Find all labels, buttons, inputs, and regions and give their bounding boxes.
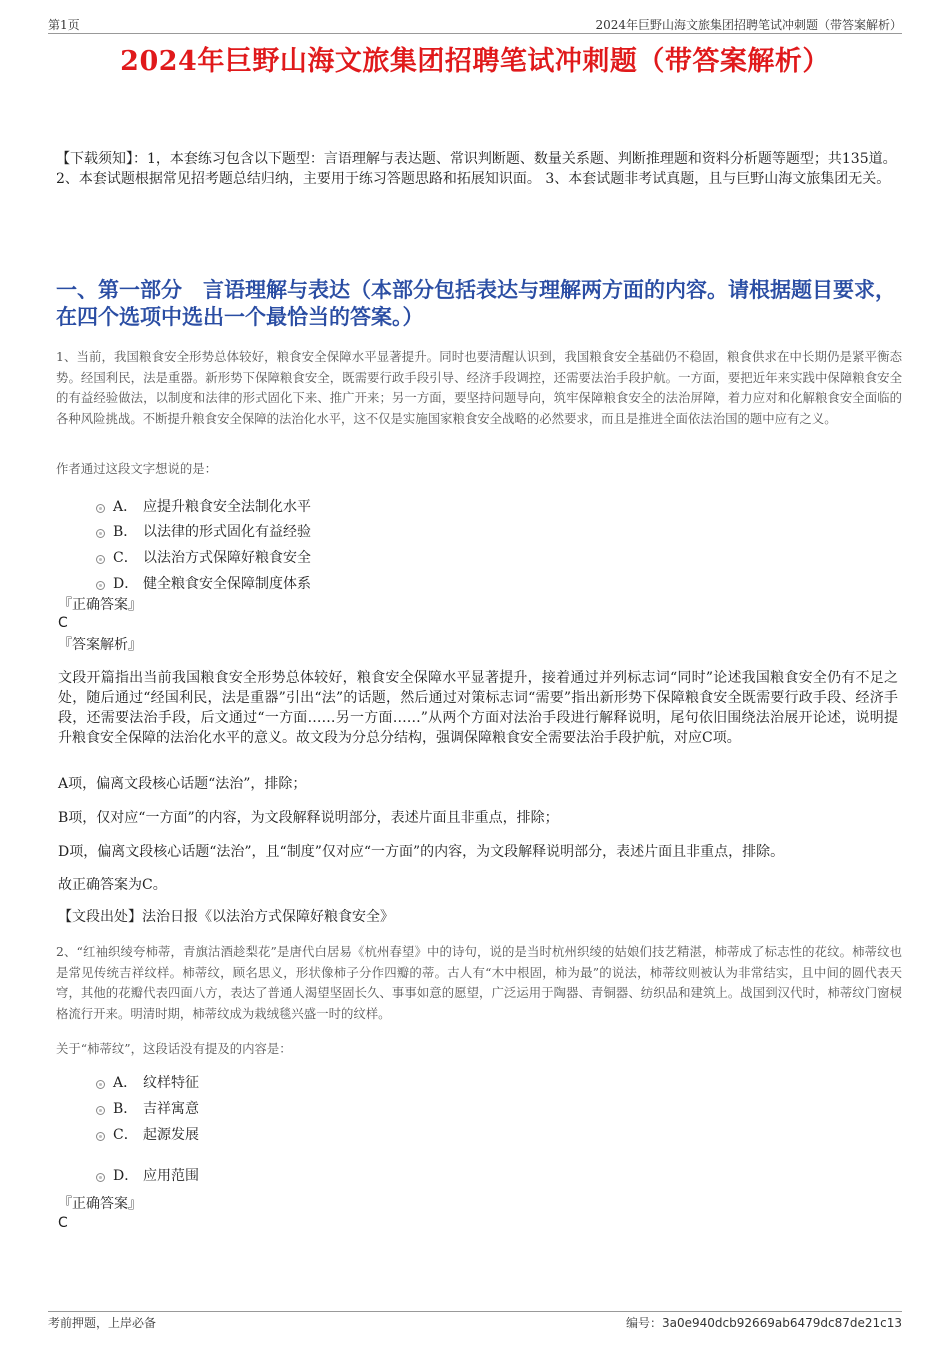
q2-option-d[interactable] xyxy=(96,1166,199,1186)
q1-analysis-d: D项，偏离文段核心话题“法治”，且“制度”仅对应“一方面”的内容，为文段解释说明部分，表述片面且非重点，排除。 xyxy=(58,844,785,860)
radio-icon[interactable] xyxy=(96,581,105,590)
q1-option-a[interactable] xyxy=(96,497,311,517)
radio-icon[interactable] xyxy=(96,1173,105,1182)
option-letter: D． xyxy=(113,576,139,592)
q1-answer: C xyxy=(58,615,68,631)
page-header xyxy=(48,14,902,34)
option-text: 应提升粮食安全法制化水平 xyxy=(143,499,311,515)
q2-option-a[interactable] xyxy=(96,1073,199,1093)
q2-option-b[interactable] xyxy=(96,1099,199,1119)
q1-analysis-main: 文段开篇指出当前我国粮食安全形势总体较好，粮食安全保障水平显著提升，接着通过并列标志词“同时”论述我国粮食安全仍有不足之处，随后通过“经国利民，法是重器”引出“法”的话题，然后通过对策标志词“需要”指出新形势下保障粮食安全既需要行政手段、经济手段，还需要法治手段，后文通过“一方面……另一方面……”从两个方面对法治手段进行解释说明，尾句依旧围绕法治展开论述，说明提升粮食安全保障的法治化水平的意义。故文段为分总分结构，强调保障粮食安全需要法治手段护航，对应C项。 xyxy=(58,670,898,746)
option-letter: C． xyxy=(113,550,138,566)
footer-divider xyxy=(48,1311,902,1312)
q1-analysis-label: 『答案解析』 xyxy=(58,637,142,653)
footer-slogan: 考前押题，上岸必备 xyxy=(48,1316,157,1330)
option-letter: C． xyxy=(113,1127,138,1143)
question-2-text: 2、“红袖织绫夸柿蒂，青旗沽酒趁梨花”是唐代白居易《杭州春望》中的诗句，说的是当时杭州织绫的姑娘们技艺精湛，柿蒂成了标志性的花纹。柿蒂纹也是常见传统吉祥纹样。柿蒂纹，顾名思义，形状像柿子分作四瓣的蒂。古人有“木中根固，柿为最”的说法，柿蒂纹则被认为非常结实，且中间的圆代表天穹，其他的花瓣代表四面八方，表达了普通人渴望坚固长久、事事如意的愿望，广泛运用于陶器、青铜器、纺织品和建筑上。战国到汉代时，柿蒂纹门窗棂格流行开来。明清时期，柿蒂纹成为栽绒毯兴盛一时的纹样。 xyxy=(56,944,902,1021)
q1-analysis-conclusion: 故正确答案为C。 xyxy=(58,877,167,893)
option-text: 以法律的形式固化有益经验 xyxy=(143,524,311,540)
radio-icon[interactable] xyxy=(96,529,105,538)
q1-analysis-b: B项，仅对应“一方面”的内容，为文段解释说明部分，表述片面且非重点，排除； xyxy=(58,810,559,826)
option-letter: A． xyxy=(113,499,138,515)
question-2-prompt: 关于“柿蒂纹”，这段话没有提及的内容是： xyxy=(56,1041,292,1056)
option-text: 纹样特征 xyxy=(143,1075,199,1091)
option-text: 健全粮食安全保障制度体系 xyxy=(143,576,311,592)
header-divider xyxy=(48,33,902,34)
footer-code-value: 3a0e940dcb92669ab6479dc87de21c13 xyxy=(661,1316,902,1330)
option-letter: B． xyxy=(113,524,138,540)
radio-icon[interactable] xyxy=(96,1132,105,1141)
q2-answer-label: 『正确答案』 xyxy=(58,1196,142,1212)
q2-option-c[interactable] xyxy=(96,1125,199,1145)
option-text: 起源发展 xyxy=(143,1127,199,1143)
option-text: 应用范围 xyxy=(143,1168,199,1184)
q1-option-d[interactable] xyxy=(96,574,311,594)
footer-code-label: 编号： xyxy=(625,1316,662,1330)
option-text: 以法治方式保障好粮食安全 xyxy=(143,550,311,566)
q1-answer-label: 『正确答案』 xyxy=(58,597,142,613)
option-letter: B． xyxy=(113,1101,138,1117)
page-number: 第1页 xyxy=(48,18,80,32)
radio-icon[interactable] xyxy=(96,555,105,564)
radio-icon[interactable] xyxy=(96,504,105,513)
radio-icon[interactable] xyxy=(96,1106,105,1115)
question-1-text: 1、当前，我国粮食安全形势总体较好，粮食安全保障水平显著提升。同时也要清醒认识到，我国粮食安全基础仍不稳固，粮食供求在中长期仍是紧平衡态势。经国利民，法是重器。新形势下保障粮食安全，既需要行政手段引导、经济手段调控，还需要法治手段护航。一方面，要把近年来实践中保障粮食安全的有益经验做法，以制度和法律的形式固化下来、推广开来；另一方面，要坚持问题导向，筑牢保障粮食安全的法治屏障，着力应对和化解粮食安全面临的各种风险挑战。不断提升粮食安全保障的法治化水平，这不仅是实施国家粮食安全战略的必然要求，而且是推进全面依法治国的题中应有之义。 xyxy=(56,349,902,426)
radio-icon[interactable] xyxy=(96,1080,105,1089)
option-letter: D． xyxy=(113,1168,139,1184)
q2-answer: C xyxy=(58,1215,68,1231)
header-doc-title: 2024年巨野山海文旅集团招聘笔试冲刺题（带答案解析） xyxy=(595,18,902,32)
option-letter: A． xyxy=(113,1075,138,1091)
q1-analysis-a: A项，偏离文段核心话题“法治”，排除； xyxy=(58,776,307,792)
q1-source: 【文段出处】法治日报《以法治方式保障好粮食安全》 xyxy=(58,909,394,925)
q1-option-c[interactable] xyxy=(96,548,311,568)
download-notice: 【下载须知】：1，本套练习包含以下题型：言语理解与表达题、常识判断题、数量关系题、判断推理题和资料分析题等题型；共135道。 2、本套试题根据常见招考题总结归纳，主要用于练习答题思路和拓展知识面。 3、本套试题非考试真题，且与巨野山海文旅集团无关。 xyxy=(56,151,897,187)
footer-code xyxy=(626,1314,902,1331)
page-title: 2024年巨野山海文旅集团招聘笔试冲刺题（带答案解析） xyxy=(120,46,830,77)
question-1-prompt: 作者通过这段文字想说的是： xyxy=(56,461,218,476)
option-text: 吉祥寓意 xyxy=(143,1101,199,1117)
section-heading: 一、第一部分 言语理解与表达（本部分包括表达与理解两方面的内容。请根据题目要求，在四个选项中选出一个最恰当的答案。） xyxy=(56,277,896,329)
q1-option-b[interactable] xyxy=(96,522,311,542)
